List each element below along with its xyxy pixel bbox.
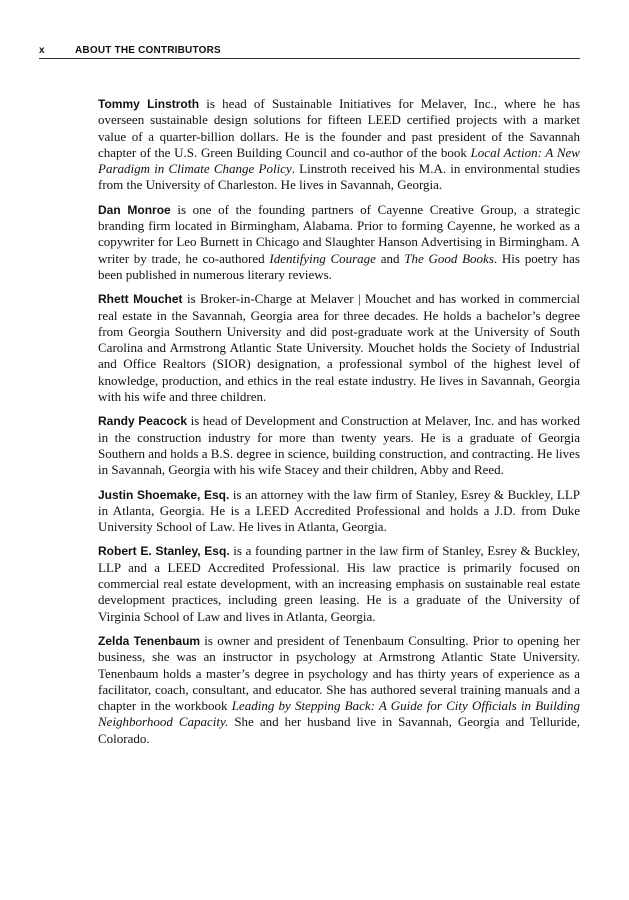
contributor-name: Tommy Linstroth [98, 97, 200, 111]
book-title: Identifying Courage [269, 250, 376, 266]
contributor-name: Rhett Mouchet [98, 292, 183, 307]
bio-text: is a founding partner in the law firm of Stanley, Esrey & Buckley, LLP and a LEED Accredited Professional. His law practice is primarily focused on commercial real estate development, with an increasing emphasis on sustainable real estate development practices, including green leasing. He is a graduate of the University of Virginia School of Law and lives in Atlanta, Georgia. [98, 543, 580, 624]
book-title: The Good Books [404, 250, 494, 266]
section-title: ABOUT THE CONTRIBUTORS [75, 45, 221, 56]
bio-dan-monroe [98, 202, 580, 283]
page-number: x [39, 45, 45, 56]
bio-text: is head of Sustainable Initiatives for Melaver, Inc., where he has overseen sustainable design solutions for fifteen LEED certified projects with a market value of a quarter-billion dollars. He is the founder and past president of the Savannah chapter of the U.S. Green Building Council and co-author of the book [98, 96, 580, 160]
bio-tommy-linstroth [98, 96, 580, 194]
bio-justin-shoemake [98, 487, 580, 536]
running-header [39, 44, 580, 59]
contributor-name: Dan Monroe [98, 202, 171, 217]
bio-text: is owner and president of Tenenbaum Consulting. Prior to opening her business, she was an instructor in psychology at Armstrong Atlantic State University. Tenenbaum holds a master’s degree in psychology and has thirty years of experience as a facilitator, coach, consultant, and educator. She has authored several training manuals and a chapter in the workbook [98, 632, 580, 714]
contributor-name: Robert E. Stanley, Esq. [98, 544, 230, 559]
bio-robert-stanley [98, 543, 580, 624]
bio-rhett-mouchet [98, 291, 580, 405]
bio-zelda-tenenbaum [98, 633, 580, 747]
bio-text: is Broker-in-Charge at Melaver | Mouchet and has worked in commercial real estate in the Savannah, Georgia area for three decades. He holds a bachelor’s degree from Georgia Southern University and did post-graduate work at the University of South Carolina and Armstrong Atlantic State University. Mouchet holds the Society of Industrial and Office Realtors (SIOR) designation, a professional symbol of the highest level of knowledge, production, and ethics in the real estate industry. He lives in Savannah, Georgia with his wife and three children. [98, 291, 580, 405]
bio-text: is one of the founding partners of Cayenne Creative Group, a strategic branding firm located in Birmingham, Alabama. Prior to forming Cayenne, he worked as a copywriter for Leo Burnett in Chicago and Slaughter Hanson Advertising in Birmingham. A writer by trade, he co-authored [98, 201, 580, 266]
contributor-name: Justin Shoemake, Esq. [98, 487, 230, 502]
contributors-list [98, 96, 580, 755]
bio-randy-peacock [98, 413, 580, 478]
book-title: Leading by Stepping Back: A Guide for City Officials in Building Neighborhood Capacity. [98, 698, 580, 730]
bio-text: and [375, 250, 405, 266]
bio-text: is an attorney with the law firm of Stanley, Esrey & Buckley, LLP in Atlanta, Georgia. He is a LEED Accredited Professional and holds a J.D. from Duke University School of Law. He lives in Atlanta, Georgia. [98, 486, 580, 535]
bio-text: is head of Development and Construction at Melaver, Inc. and has worked in the construction industry for more than twenty years. He is a graduate of Georgia Southern and holds a B.S. degree in science, building construction, and contracting. He lives in Savannah, Georgia with his wife Stacey and their children, Abby and Reed. [98, 413, 580, 478]
contributor-name: Randy Peacock [98, 414, 188, 429]
bio-text: . Linstroth received his M.A. in environmental studies from the University of Charleston. He lives in Savannah, Georgia. [98, 161, 581, 193]
book-title: Local Action: A New Paradigm in Climate Change Policy [98, 144, 580, 177]
bio-text: She and her husband live in Savannah, Georgia and Telluride, Colorado. [98, 714, 580, 746]
contributor-name: Zelda Tenenbaum [98, 633, 201, 648]
bio-text: . His poetry has been published in numerous literary reviews. [98, 250, 580, 282]
